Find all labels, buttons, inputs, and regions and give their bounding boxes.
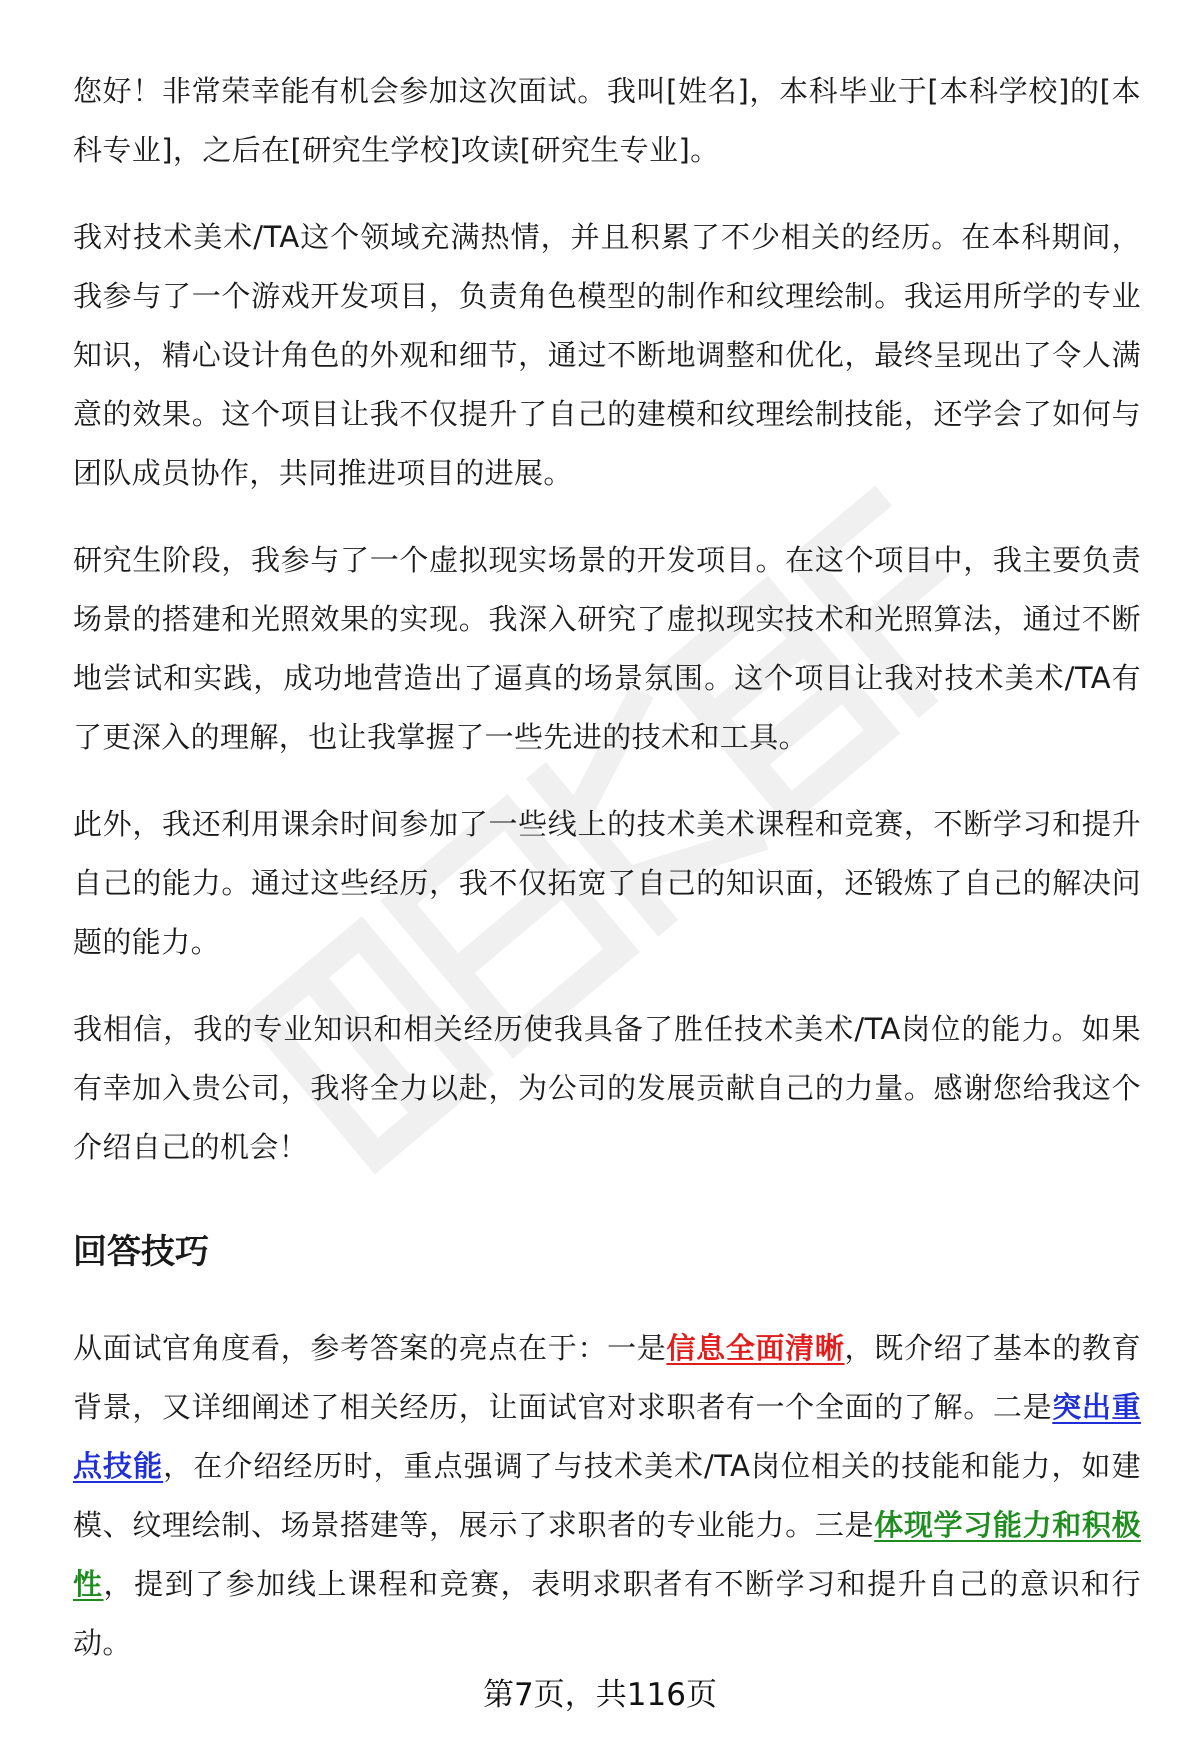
paragraph-closing: 我相信，我的专业知识和相关经历使我具备了胜任技术美术/TA岗位的能力。如果有幸加入贵公司，我将全力以赴，为公司的发展贡献自己的力量。感谢您给我这个介绍自己的机会！ bbox=[73, 1012, 1141, 1164]
document-body bbox=[73, 62, 1141, 1701]
paragraph-answer-tips bbox=[73, 1319, 1141, 1673]
paragraph-extra-learning: 此外，我还利用课余时间参加了一些线上的技术美术课程和竞赛，不断学习和提升自己的能力。通过这些经历，我不仅拓宽了自己的知识面，还锻炼了自己的解决问题的能力。 bbox=[73, 807, 1141, 959]
paragraph-grad-experience: 研究生阶段，我参与了一个虚拟现实场景的开发项目。在这个项目中，我主要负责场景的搭建和光照效果的实现。我深入研究了虚拟现实技术和光照算法，通过不断地尝试和实践，成功地营造出了逼真的场景氛围。这个项目让我对技术美术/TA有了更深入的理解，也让我掌握了一些先进的技术和工具。 bbox=[73, 543, 1141, 754]
tips-text-4: ，提到了参加线上课程和竞赛，表明求职者有不断学习和提升自己的意识和行动。 bbox=[73, 1567, 1141, 1660]
highlight-info-clear: 信息全面清晰 bbox=[666, 1331, 845, 1365]
paragraph-greeting: 您好！非常荣幸能有机会参加这次面试。我叫[姓名]，本科毕业于[本科学校]的[本科专业]，之后在[研究生学校]攻读[研究生专业]。 bbox=[73, 74, 1141, 167]
tips-text-1: 从面试官角度看，参考答案的亮点在于：一是 bbox=[73, 1331, 667, 1365]
paragraph-undergrad-experience: 我对技术美术/TA这个领域充满热情，并且积累了不少相关的经历。在本科期间，我参与了一个游戏开发项目，负责角色模型的制作和纹理绘制。我运用所学的专业知识，精心设计角色的外观和细节，通过不断地调整和优化，最终呈现出了令人满意的效果。这个项目让我不仅提升了自己的建模和纹理绘制技能，还学会了如何与团队成员协作，共同推进项目的进展。 bbox=[73, 220, 1141, 490]
tips-text-2: ，既介绍了基本的教育背景，又详细阐述了相关经历，让面试官对求职者有一个全面的了解。二是 bbox=[73, 1331, 1141, 1424]
section-title-answer-tips: 回答技巧 bbox=[73, 1232, 209, 1272]
highlight-key-skills: 突出重点技能 bbox=[73, 1390, 1141, 1483]
tips-text-3: ，在介绍经历时，重点强调了与技术美术/TA岗位相关的技能和能力，如建模、纹理绘制、场景搭建等，展示了求职者的专业能力。三是 bbox=[73, 1449, 1141, 1542]
page-number: 第7页，共116页 bbox=[483, 1677, 717, 1713]
highlight-learning-ability: 体现学习能力和积极性 bbox=[73, 1508, 1141, 1601]
